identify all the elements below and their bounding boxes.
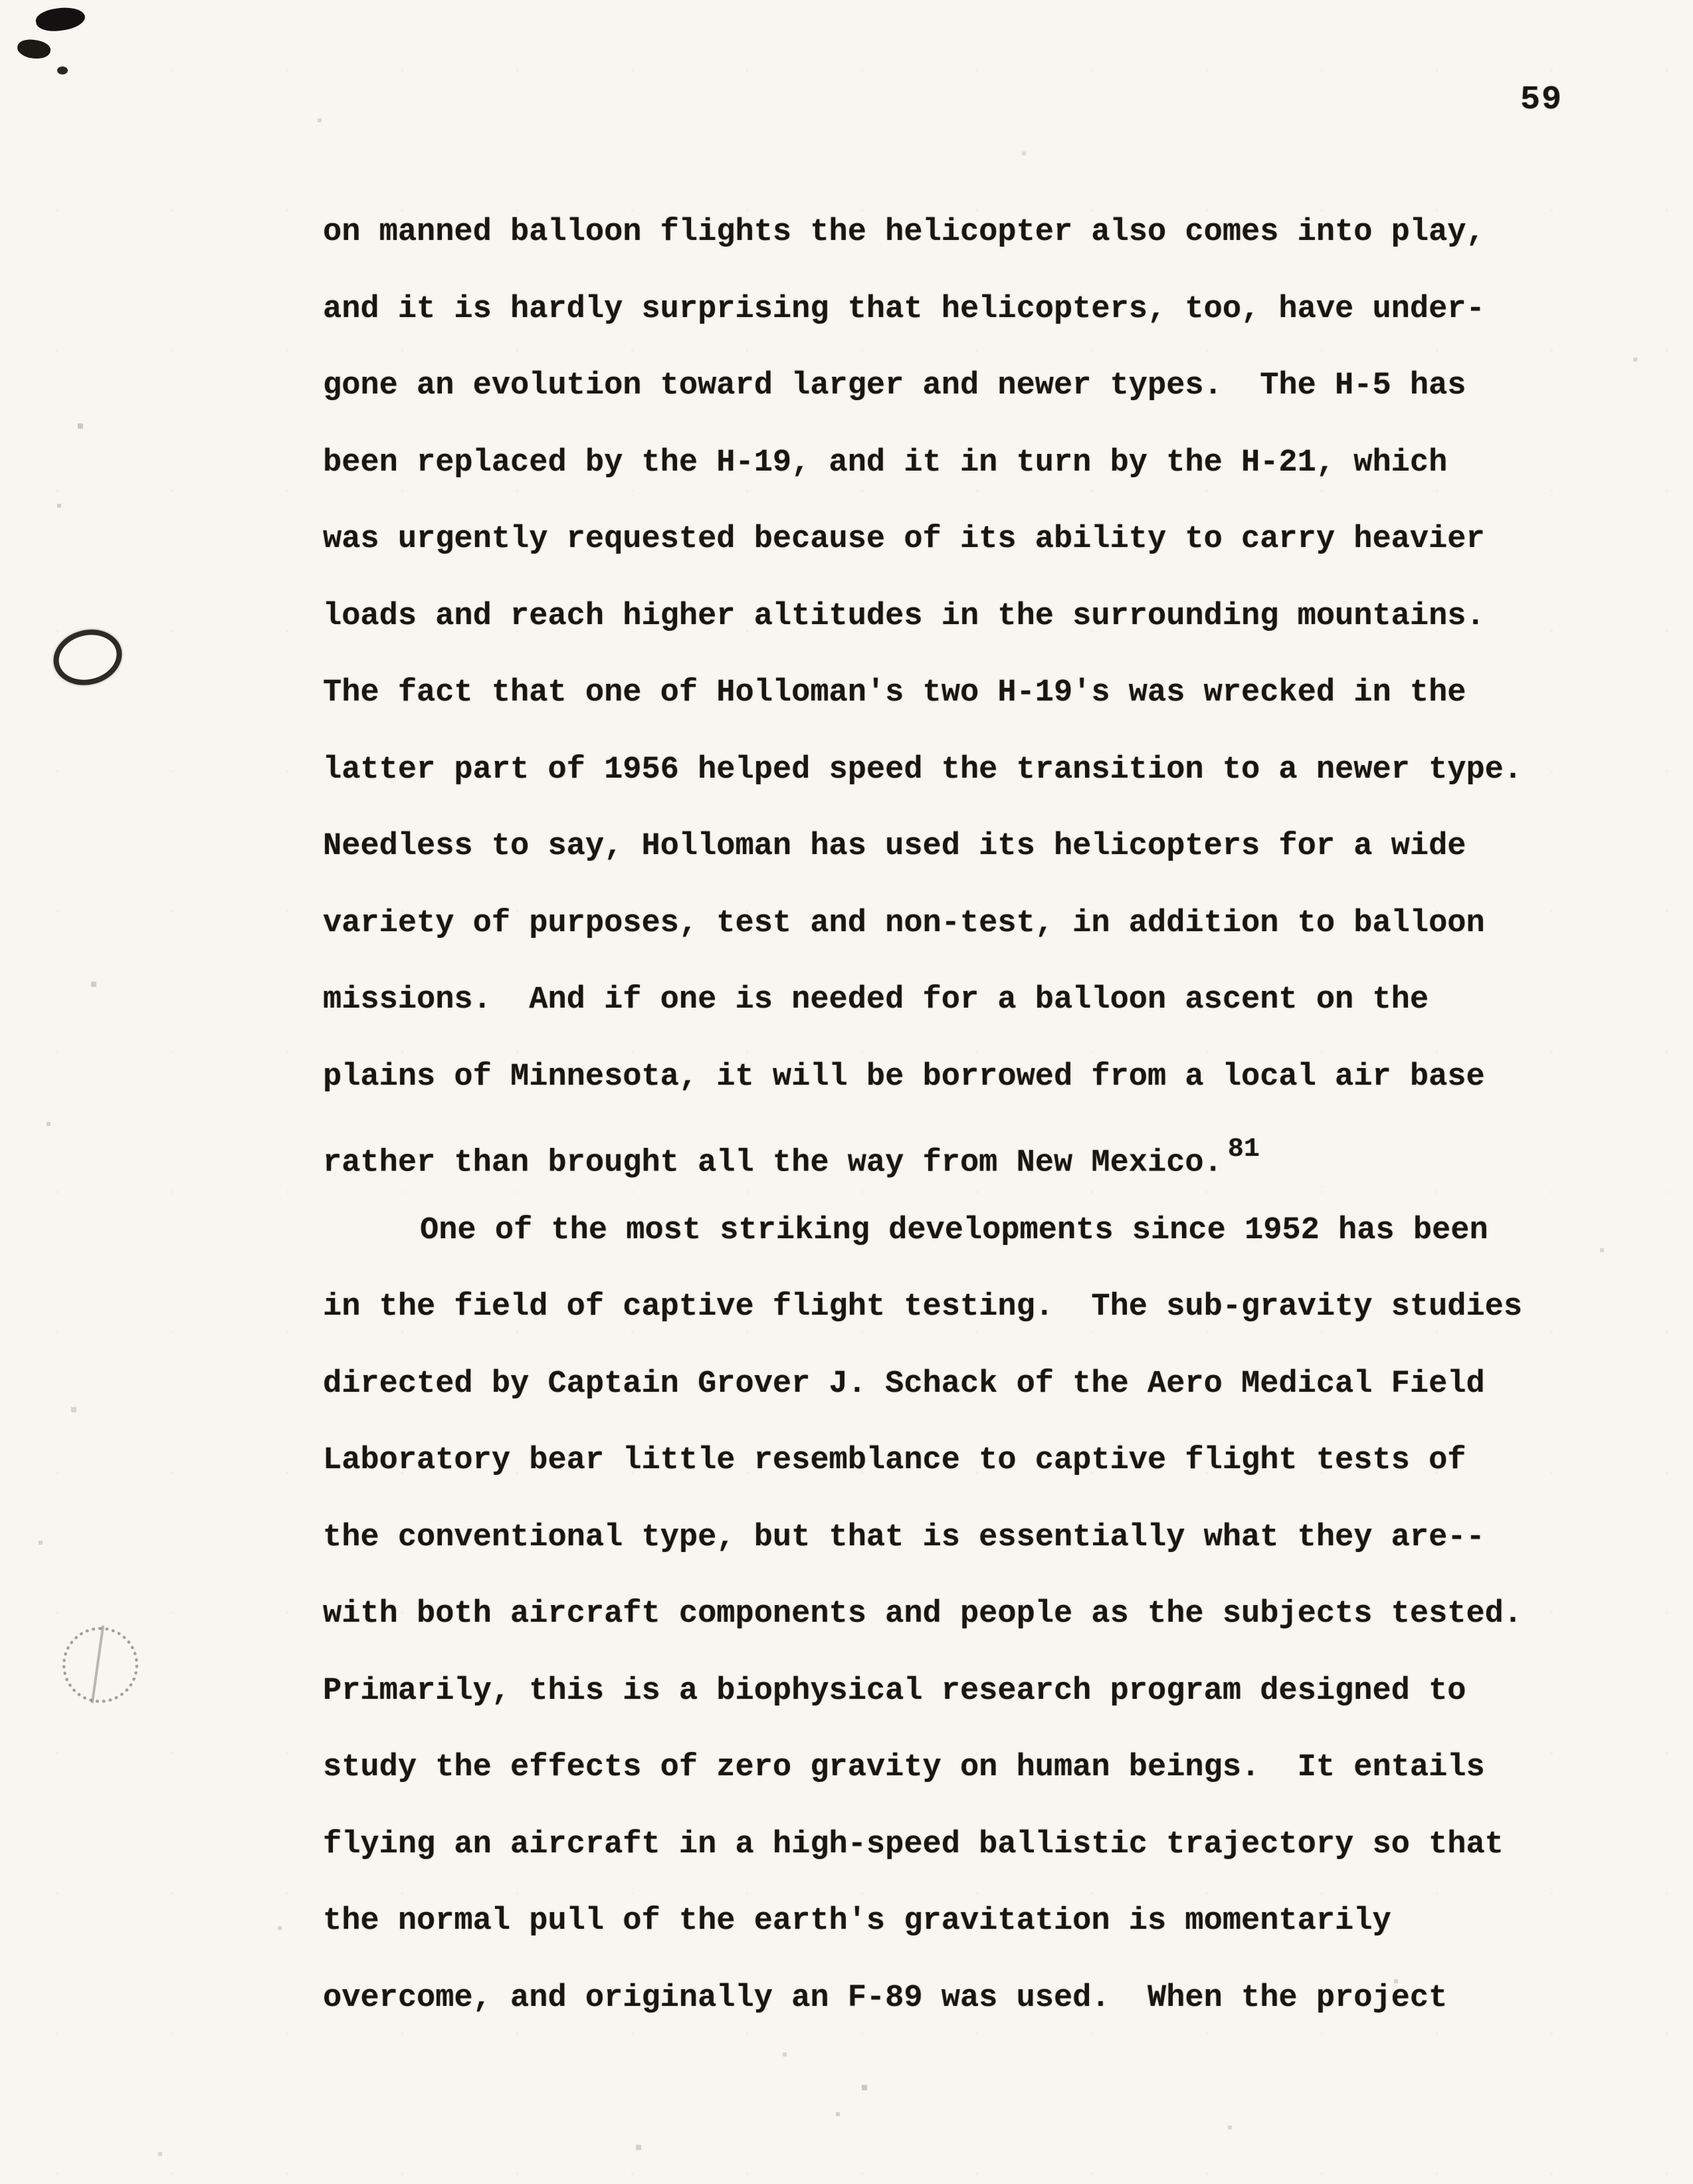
- ink-blot-artifact: [57, 66, 68, 74]
- text-line: [323, 1115, 1639, 1192]
- text-line: in the field of captive flight testing. The sub-gravity studies: [323, 1289, 1523, 1325]
- text-line: The fact that one of Holloman's two H-19's was wrecked in the: [323, 675, 1466, 710]
- text-line: been replaced by the H-19, and it in turn by the H-21, which: [323, 445, 1448, 481]
- text-line: study the effects of zero gravity on human beings. It entails: [323, 1750, 1485, 1785]
- paper-speckles: [0, 0, 1, 1]
- text-line: Needless to say, Holloman has used its helicopters for a wide: [323, 829, 1466, 864]
- text-line: overcome, and originally an F-89 was used. When the project: [323, 1980, 1448, 2016]
- text-line: missions. And if one is needed for a balloon ascent on the: [323, 982, 1429, 1018]
- text-line: loads and reach higher altitudes in the surrounding mountains.: [323, 598, 1485, 634]
- text-line: Primarily, this is a biophysical research program designed to: [323, 1673, 1466, 1709]
- text-line: the conventional type, but that is essentially what they are--: [323, 1519, 1485, 1555]
- text-line: directed by Captain Grover J. Schack of the Aero Medical Field: [323, 1366, 1485, 1402]
- text-line: Laboratory bear little resemblance to captive flight tests of: [323, 1443, 1466, 1478]
- text-line: and it is hardly surprising that helicopters, too, have under-: [323, 291, 1485, 327]
- ink-blot-artifact: [16, 37, 52, 61]
- body-text: [323, 194, 1639, 2036]
- text-line: variety of purposes, test and non-test, in addition to balloon: [323, 905, 1485, 941]
- text-line paragraph-start: One of the most striking developments since 1952 has been: [420, 1212, 1488, 1248]
- text-line: on manned balloon flights the helicopter also comes into play,: [323, 215, 1485, 250]
- text-line: flying an aircraft in a high-speed ballistic trajectory so that: [323, 1826, 1504, 1862]
- text-line: latter part of 1956 helped speed the transition to a newer type.: [323, 752, 1523, 788]
- smudge-mark: [62, 1627, 138, 1703]
- text-line: was urgently requested because of its ability to carry heavier: [323, 522, 1485, 557]
- text-line: plains of Minnesota, it will be borrowed from a local air base: [323, 1059, 1485, 1095]
- text-line: the normal pull of the earth's gravitation is momentarily: [323, 1904, 1391, 1939]
- ink-blot-artifact: [35, 4, 86, 34]
- text-line-main: rather than brought all the way from New Mexico.: [323, 1145, 1223, 1181]
- hole-punch-mark: [48, 623, 128, 693]
- text-line: gone an evolution toward larger and newer types. The H-5 has: [323, 368, 1466, 403]
- text-line: with both aircraft components and people as the subjects tested.: [323, 1596, 1523, 1632]
- footnote-superscript: 81: [1227, 1135, 1260, 1164]
- page-number: 59: [1520, 81, 1563, 119]
